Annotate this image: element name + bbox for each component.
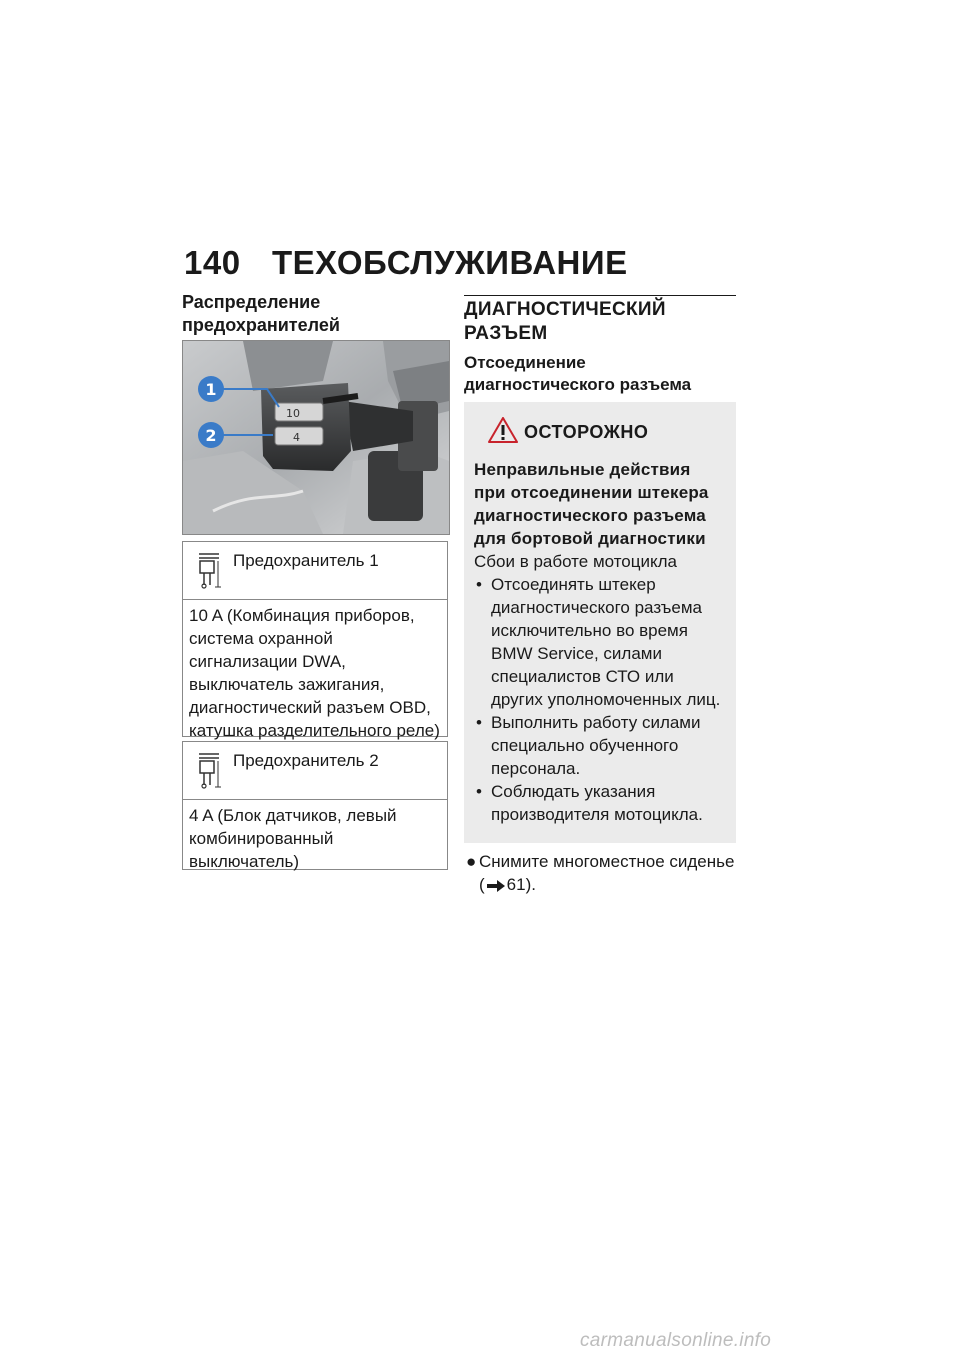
fuse-2-rating: 4 — [293, 431, 300, 444]
fuse-1-header — [183, 542, 447, 600]
warning-consequence: Сбои в работе мотоцикла — [474, 552, 677, 571]
fuse-photo — [182, 340, 450, 535]
warning-triangle-icon — [488, 417, 518, 443]
fuse-2-label: Предохранитель 2 — [233, 751, 379, 770]
callout-1-label: 1 — [205, 380, 217, 399]
step-bullet: ● — [466, 852, 477, 871]
step-text: Снимите многоместное сиденье ( — [479, 852, 735, 894]
warning-header — [474, 402, 726, 450]
warning-heading: Неправильные действия при отсоединении штекера диагностического разъема для бортовой диагностики — [474, 460, 709, 548]
callout-2-label: 2 — [205, 426, 217, 445]
chapter-title: ТЕХОБСЛУЖИВАНИЕ — [272, 244, 628, 281]
page-header — [184, 244, 628, 282]
fuse-1-description: 10 A (Комбинация приборов, система охранной сигнализации DWA, выключатель зажигания, диагностический разъем OBD, катушка разделительного реле) — [189, 606, 440, 740]
section-title-diagnostic: ДИАГНОСТИЧЕСКИЙ РАЗЪЕМ — [464, 295, 736, 346]
fuse-2-table — [182, 741, 448, 870]
watermark: carmanualsonline.info — [580, 1330, 772, 1351]
fuse-icon — [197, 551, 223, 589]
fuse-1-label: Предохранитель 1 — [233, 551, 379, 570]
warning-list — [474, 573, 726, 826]
instruction-step — [464, 850, 736, 896]
fuse-icon — [197, 751, 223, 789]
fuse-2-header — [183, 742, 447, 800]
fuse-2-description: 4 A (Блок датчиков, левый комбинированный выключатель) — [189, 806, 397, 871]
warning-caption: ОСТОРОЖНО — [524, 422, 649, 442]
fuse-1-rating: 10 — [286, 407, 300, 420]
warning-item: • Отсоединять штекер диагностического разъема исключительно во время BMW Service, силами специалистов СТО или других уполномоченных лиц. — [474, 573, 726, 711]
section-title-fuses: Распределение предохранителей — [182, 292, 340, 335]
warning-item: • Выполнить работу силами специально обученного персонала. — [474, 711, 726, 780]
fuse-photo-illustration — [183, 341, 449, 534]
page-reference-arrow-icon — [487, 880, 505, 892]
fuse-1-table — [182, 541, 448, 740]
page-number: 140 — [184, 244, 241, 281]
page-reference-link[interactable]: 61 — [506, 875, 526, 894]
warning-item: • Соблюдать указания производителя мотоцикла. — [474, 780, 726, 826]
warning-box — [464, 402, 736, 843]
step-text-end: ). — [525, 875, 536, 894]
subsection-title: Отсоединение диагностического разъема — [464, 352, 736, 405]
